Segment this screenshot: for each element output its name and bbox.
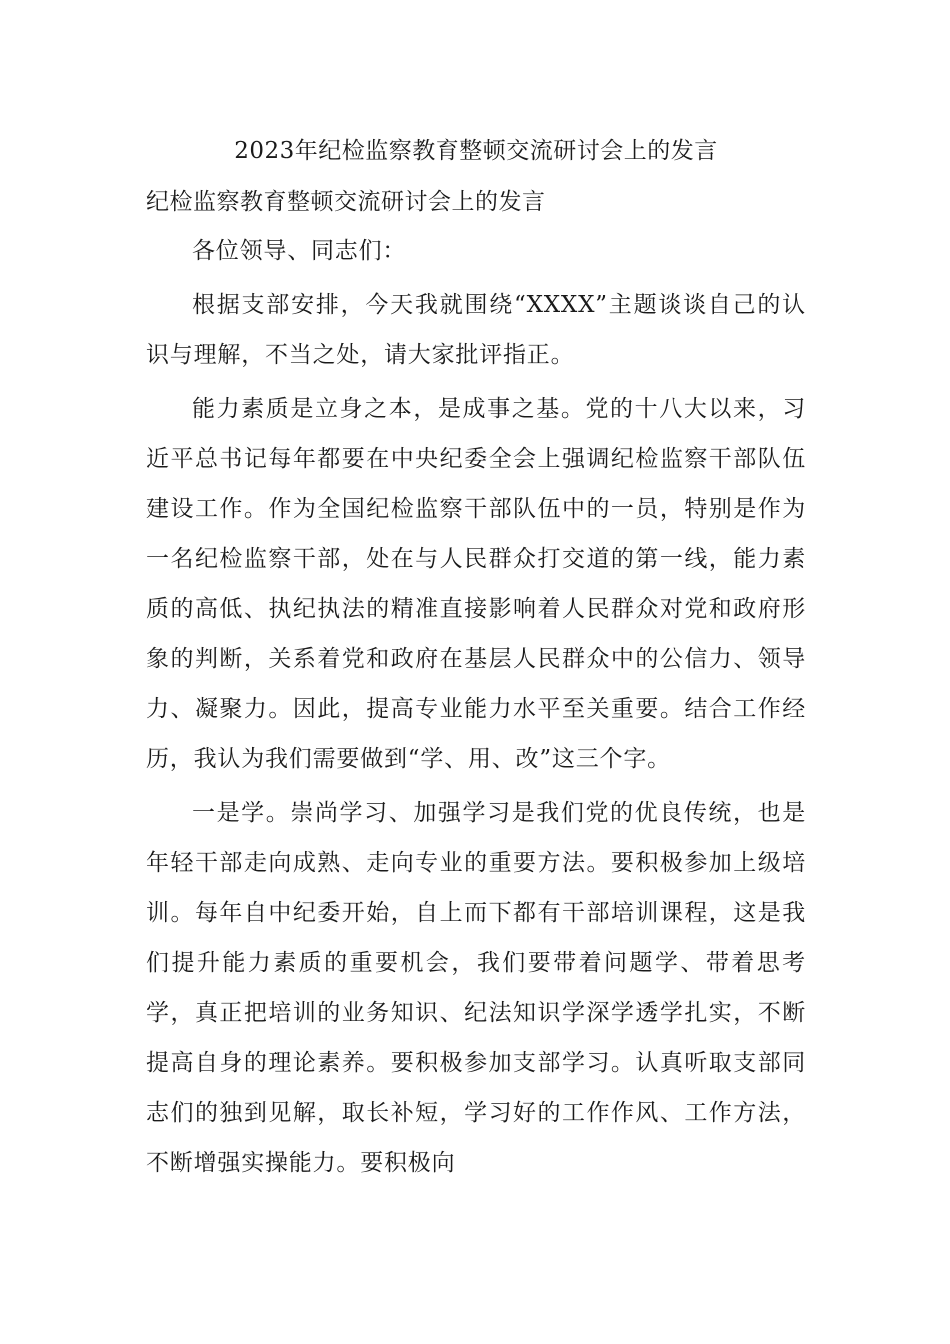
paragraph-intro: 根据支部安排，今天我就围绕“XXXX”主题谈谈自己的认识与理解，不当之处，请大家批评指正。 xyxy=(146,292,806,368)
document-body xyxy=(146,226,806,1192)
paragraph-study: 一是学。崇尚学习、加强学习是我们党的优良传统，也是年轻干部走向成熟、走向专业的重要方法。要积极参加上级培训。每年自中纪委开始，自上而下都有干部培训课程，这是我们提升能力素质的重要机会，我们要带着问题学、带着思考学，真正把培训的业务知识、纪法知识学深学透学扎实，不断提高自身的理论素养。要积极参加支部学习。认真听取支部同志们的独到见解，取长补短，学习好的工作作风、工作方法，不断增强实操能力。要积极向 xyxy=(146,800,806,1176)
paragraph-ability: 能力素质是立身之本，是成事之基。党的十八大以来，习近平总书记每年都要在中央纪委全会上强调纪检监察干部队伍建设工作。作为全国纪检监察干部队伍中的一员，特别是作为一名纪检监察干部，处在与人民群众打交道的第一线，能力素质的高低、执纪执法的精准直接影响着人民群众对党和政府形象的判断，关系着党和政府在基层人民群众中的公信力、领导力、凝聚力。因此，提高专业能力水平至关重要。结合工作经历，我认为我们需要做到“学、用、改”这三个字。 xyxy=(146,396,806,772)
document-title: 2023年纪检监察教育整顿交流研讨会上的发言 xyxy=(234,138,718,164)
paragraph-greeting: 各位领导、同志们： xyxy=(192,238,407,264)
document-subtitle: 纪检监察教育整顿交流研讨会上的发言 xyxy=(146,189,546,215)
